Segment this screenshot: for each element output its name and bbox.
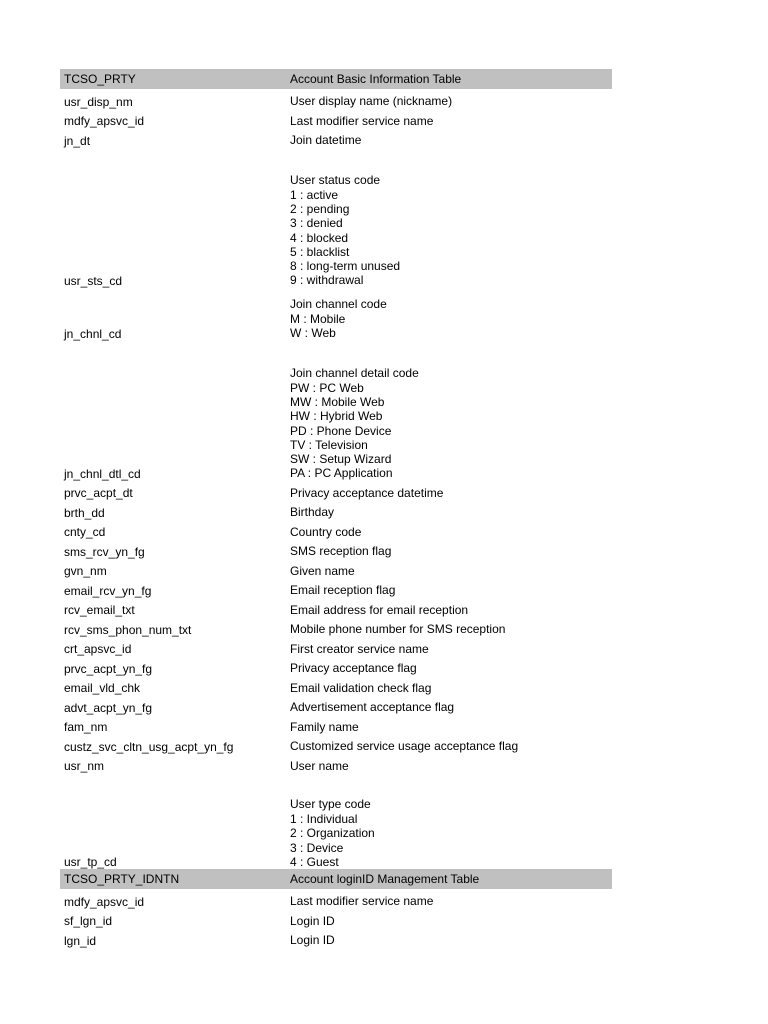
table-row xyxy=(60,656,612,676)
column-name-cell: usr_sts_cd xyxy=(64,273,123,288)
column-description-cell xyxy=(286,583,612,597)
column-description-cell xyxy=(286,603,612,617)
description-text: Login ID xyxy=(290,933,335,948)
description-text: User type code xyxy=(290,796,371,811)
description-text: Advertisement acceptance flag xyxy=(290,700,455,715)
description-text: Customized service usage acceptance flag xyxy=(290,739,519,754)
code-value-line: 5 : blacklist xyxy=(290,244,350,259)
description-text: Email validation check flag xyxy=(290,680,432,695)
code-value-line: 9 : withdrawal xyxy=(290,273,364,288)
code-value-line: TV : Television xyxy=(290,437,368,452)
code-value-line: 8 : long-term unused xyxy=(290,259,401,274)
table-title: Account Basic Information Table xyxy=(290,72,462,86)
column-description-cell xyxy=(286,544,612,558)
column-name-cell: gvn_nm xyxy=(64,564,107,578)
table-row xyxy=(60,715,612,735)
column-name-cell: jn_dt xyxy=(64,133,91,148)
column-name-cell: email_vld_chk xyxy=(64,681,141,695)
data-dictionary-sheet xyxy=(60,69,612,948)
description-text: SMS reception flag xyxy=(290,544,392,559)
table-row xyxy=(60,617,612,637)
table-row xyxy=(60,598,612,618)
code-value-line: 4 : Guest xyxy=(290,854,339,869)
column-name-cell: sf_lgn_id xyxy=(64,914,113,928)
description-text: Email address for email reception xyxy=(290,602,469,617)
table-name: TCSO_PRTY xyxy=(64,72,136,86)
code-value-line: PA : PC Application xyxy=(290,466,393,481)
column-description-cell xyxy=(286,564,612,578)
column-description-cell xyxy=(286,700,612,714)
column-description-cell xyxy=(286,642,612,656)
column-description-cell xyxy=(286,759,612,773)
table-row xyxy=(60,734,612,754)
table-header-row xyxy=(60,869,612,889)
column-description-cell xyxy=(286,297,612,341)
code-value-line: PW : PC Web xyxy=(290,381,364,396)
table-row xyxy=(60,928,612,948)
code-value-line: 4 : blocked xyxy=(290,230,349,245)
description-text: Family name xyxy=(290,719,359,734)
description-text: Join datetime xyxy=(290,133,362,148)
code-value-line: PD : Phone Device xyxy=(290,423,392,438)
table-title: Account loginID Management Table xyxy=(290,872,480,886)
column-description-cell xyxy=(286,739,612,753)
table-name: TCSO_PRTY_IDNTN xyxy=(64,872,180,886)
column-name-cell: cnty_cd xyxy=(64,525,106,539)
table-row xyxy=(60,520,612,540)
code-value-line: HW : Hybrid Web xyxy=(290,409,383,424)
description-text: Privacy acceptance flag xyxy=(290,661,417,676)
column-description-cell xyxy=(286,720,612,734)
code-value-line: SW : Setup Wizard xyxy=(290,452,392,467)
table-row xyxy=(60,754,612,774)
description-text: User name xyxy=(290,758,349,773)
column-description-cell xyxy=(286,797,612,869)
column-description-cell xyxy=(286,914,612,928)
code-value-line: W : Web xyxy=(290,326,336,341)
column-description-cell xyxy=(286,94,612,108)
code-value-line: 1 : active xyxy=(290,188,339,203)
table-row xyxy=(60,695,612,715)
table-row xyxy=(60,676,612,696)
column-description-cell xyxy=(286,486,612,500)
column-description-cell xyxy=(286,933,612,947)
code-value-line: 3 : Device xyxy=(290,840,344,855)
code-value-line: 2 : pending xyxy=(290,202,350,217)
table-row xyxy=(60,539,612,559)
column-name-cell: usr_nm xyxy=(64,759,105,773)
column-name-cell: prvc_acpt_dt xyxy=(64,486,133,500)
code-value-line: 3 : denied xyxy=(290,216,343,231)
column-name-cell: fam_nm xyxy=(64,720,108,734)
description-text: Country code xyxy=(290,524,362,539)
table-row xyxy=(60,773,612,869)
column-description-cell xyxy=(286,661,612,675)
description-text: User display name (nickname) xyxy=(290,94,453,109)
column-description-cell xyxy=(286,622,612,636)
column-name-cell: advt_acpt_yn_fg xyxy=(64,700,153,715)
column-name-cell: sms_rcv_yn_fg xyxy=(64,544,145,559)
column-description-cell xyxy=(286,894,612,908)
table-row xyxy=(60,889,612,909)
code-value-line: 2 : Organization xyxy=(290,826,375,841)
column-name-cell: rcv_email_txt xyxy=(64,603,135,617)
table-row xyxy=(60,109,612,129)
column-name-cell: prvc_acpt_yn_fg xyxy=(64,661,153,676)
description-text: Mobile phone number for SMS reception xyxy=(290,622,506,637)
description-text: Privacy acceptance datetime xyxy=(290,485,444,500)
column-name-cell: mdfy_apsvc_id xyxy=(64,114,145,128)
description-text: First creator service name xyxy=(290,641,429,656)
description-text: Birthday xyxy=(290,505,335,520)
column-description-cell xyxy=(286,133,612,147)
table-header-row xyxy=(60,69,612,89)
table-row xyxy=(60,288,612,341)
table-row xyxy=(60,128,612,148)
column-description-cell xyxy=(286,173,612,288)
table-row xyxy=(60,559,612,579)
description-text: Given name xyxy=(290,563,355,578)
code-value-line: M : Mobile xyxy=(290,312,346,327)
table-row xyxy=(60,481,612,501)
description-text: User status code xyxy=(290,172,381,187)
table-row xyxy=(60,148,612,288)
column-name-cell: custz_svc_cltn_usg_acpt_yn_fg xyxy=(64,739,234,754)
column-description-cell xyxy=(286,681,612,695)
column-description-cell xyxy=(286,505,612,519)
column-name-cell: mdfy_apsvc_id xyxy=(64,894,145,909)
column-name-cell: crt_apsvc_id xyxy=(64,642,132,656)
column-name-cell: email_rcv_yn_fg xyxy=(64,583,152,598)
code-value-line: MW : Mobile Web xyxy=(290,395,385,410)
column-description-cell xyxy=(286,114,612,128)
table-row xyxy=(60,909,612,929)
column-name-cell: usr_tp_cd xyxy=(64,855,117,869)
table-row xyxy=(60,500,612,520)
column-description-cell xyxy=(286,366,612,481)
description-text: Login ID xyxy=(290,913,335,928)
column-name-cell: usr_disp_nm xyxy=(64,94,133,109)
description-text: Join channel detail code xyxy=(290,365,419,380)
column-name-cell: jn_chnl_cd xyxy=(64,326,122,341)
table-row xyxy=(60,89,612,109)
table-row xyxy=(60,578,612,598)
description-text: Last modifier service name xyxy=(290,894,434,909)
table-row xyxy=(60,637,612,657)
description-text: Join channel code xyxy=(290,296,387,311)
column-name-cell: rcv_sms_phon_num_txt xyxy=(64,622,192,637)
column-name-cell: jn_chnl_dtl_cd xyxy=(64,466,141,481)
description-text: Email reception flag xyxy=(290,583,396,598)
column-name-cell: brth_dd xyxy=(64,505,105,520)
code-value-line: 1 : Individual xyxy=(290,812,358,827)
column-description-cell xyxy=(286,525,612,539)
column-name-cell: lgn_id xyxy=(64,933,97,948)
table-row xyxy=(60,341,612,481)
description-text: Last modifier service name xyxy=(290,113,434,128)
